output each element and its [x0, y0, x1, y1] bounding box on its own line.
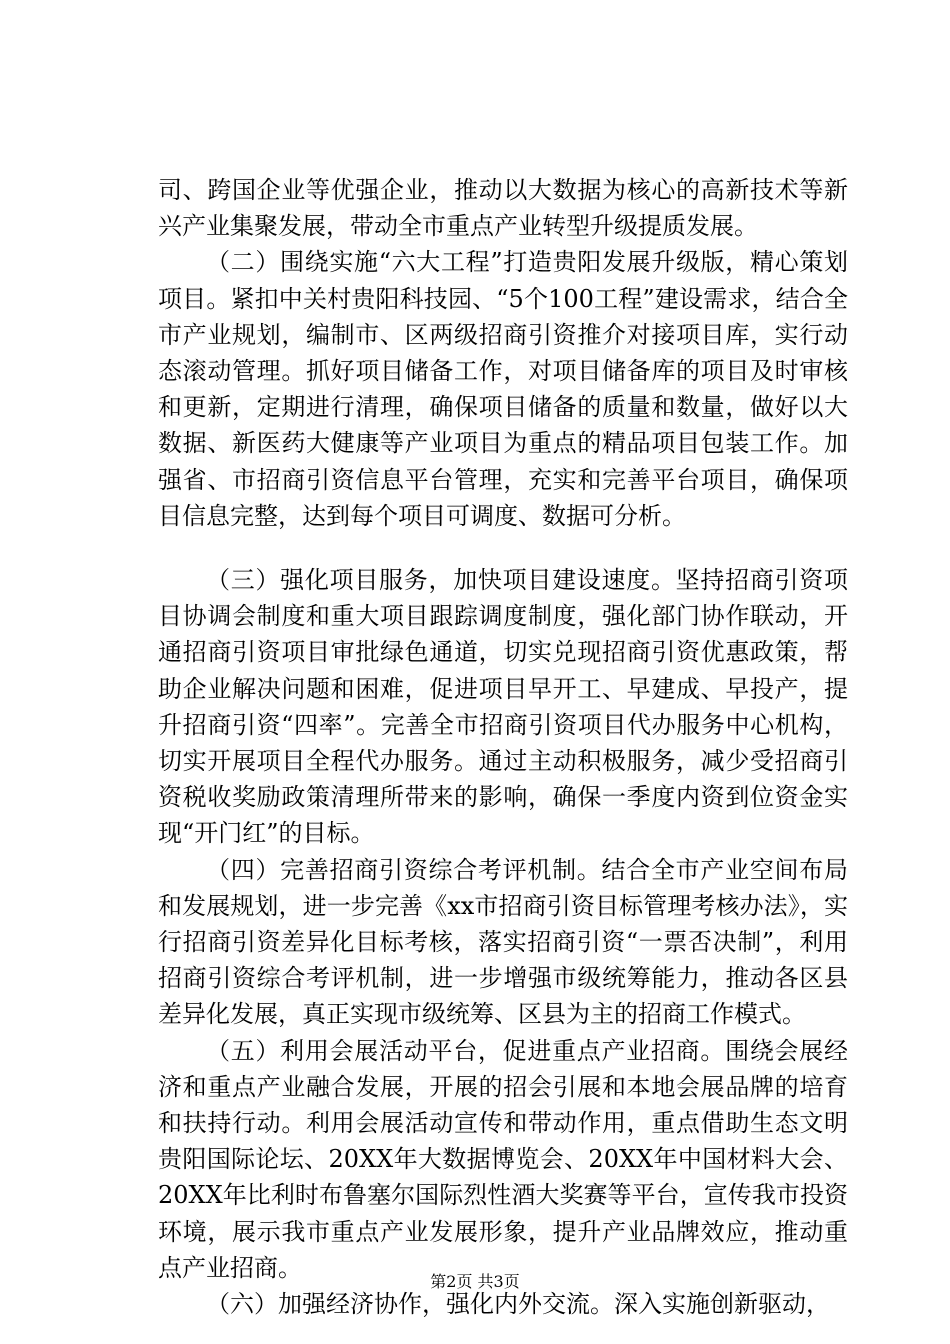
paragraph-section-2: （二）围绕实施“六大工程”打造贵阳发展升级版，精心策划项目。紧扣中关村贵阳科技园、“5个100工程”建设需求，结合全市产业规划，编制市、区两级招商引资推介对接项目库，实行动态滚动管理。抓好项目储备工作，对项目储备库的项目及时审核和更新，定期进行清理，确保项目储备的质量和数量，做好以大数据、新医药大健康等产业项目为重点的精品项目包装工作。加强省、市招商引资信息平台管理，充实和完善平台项目，确保项目信息完整，达到每个项目可调度、数据可分析。 [158, 248, 848, 530]
paragraph-section-5: （五）利用会展活动平台，促进重点产业招商。围绕会展经济和重点产业融合发展，开展的招会引展和本地会展品牌的培育和扶持行动。利用会展活动宣传和带动作用，重点借助生态文明贵阳国际论坛、20XX年大数据博览会、20XX年中国材料大会、20XX年比利时布鲁塞尔国际烈性酒大奖赛等平台，宣传我市投资环境，展示我市重点产业发展形象，提升产业品牌效应，推动重点产业招商。 [158, 1036, 848, 1282]
page-number-footer: 第2页 共3页 [430, 1272, 520, 1291]
paragraph-continuation: 司、跨国企业等优强企业，推动以大数据为核心的高新技术等新兴产业集聚发展，带动全市重点产业转型升级提质发展。 [158, 176, 848, 241]
paragraph-section-6: （六）加强经济协作，强化内外交流。深入实施创新驱动， [206, 1290, 830, 1319]
paragraph-section-3: （三）强化项目服务，加快项目建设速度。坚持招商引资项目协调会制度和重大项目跟踪调度制度，强化部门协作联动，开通招商引资项目审批绿色通道，切实兑现招商引资优惠政策，帮助企业解决问题和困难，促进项目早开工、早建成、早投产，提升招商引资“四率”。完善全市招商引资项目代办服务中心机构，切实开展项目全程代办服务。通过主动积极服务，减少受招商引资税收奖励政策清理所带来的影响，确保一季度内资到位资金实现“开门红”的目标。 [158, 566, 848, 848]
paragraph-section-4: （四）完善招商引资综合考评机制。结合全市产业空间布局和发展规划，进一步完善《xx市招商引资目标管理考核办法》，实行招商引资差异化目标考核，落实招商引资“一票否决制”，利用招商引资综合考评机制，进一步增强市级统筹能力，推动各区县差异化发展，真正实现市级统筹、区县为主的招商工作模式。 [158, 855, 848, 1029]
document-body [158, 172, 848, 1322]
